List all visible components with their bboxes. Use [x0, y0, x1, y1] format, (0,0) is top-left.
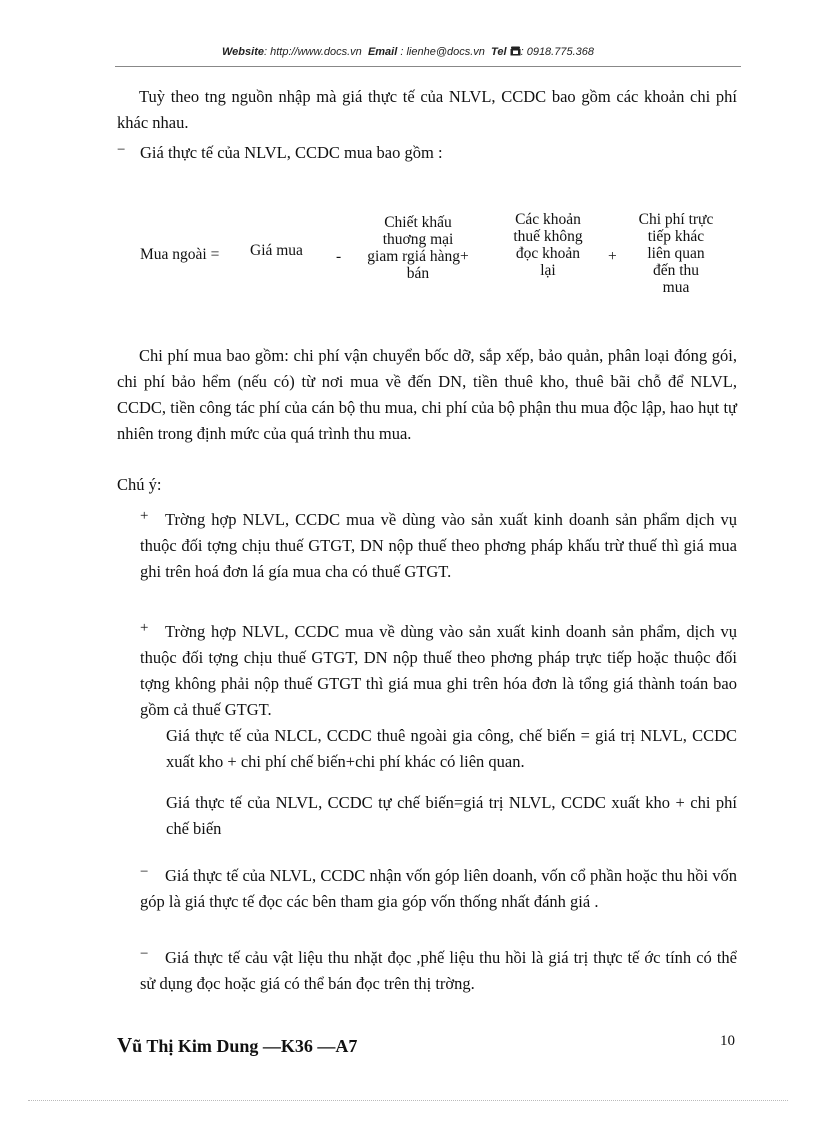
website-label: Website — [222, 46, 264, 58]
bullet-dash: − — [117, 142, 126, 158]
paragraph-5: Trờng hợp NLVL, CCDC mua về dùng vào sản xuất kinh doanh sản phẩm, dịch vụ thuộc đối tợng chịu thuế GTGT, DN nộp thuế theo phơng pháp trực tiếp hoặc thuộc đối tợng không phải nộp thuế GTGT thì giá mua ghi trên hóa đơn là tổng giá thành toán bao gồm cả thuế GTGT. — [140, 622, 737, 719]
formula-chi-phi: Chi phí trực tiếp khác liên quan đến thu mua — [638, 211, 714, 296]
formula-thue-khong: Các khoản thuế không đọc khoản lại — [513, 211, 583, 279]
dash-marker-4: − — [140, 946, 149, 962]
page-header — [0, 46, 816, 59]
formula-chiet-khau: Chiết khấu thuơng mại giam rgiá hàng+ bán — [367, 214, 469, 282]
formula-lhs: Mua ngoài = — [140, 246, 220, 263]
header-rule — [115, 66, 741, 67]
paragraph-4: Trờng hợp NLVL, CCDC mua về dùng vào sản xuất kinh doanh sản phẩm dịch vụ thuộc đối tợng chịu thuế GTGT, DN nộp thuế theo phơng pháp khấu trừ thuế thì giá mua ghi trên hoá đơn lá gía mua cha có thuế GTGT. — [140, 510, 737, 581]
website-value: : http://www.docs.vn — [263, 46, 362, 58]
tel-label: Tel — [491, 46, 507, 58]
formula-plus: + — [608, 248, 617, 265]
paragraph-6: Giá thực tế của NLCL, CCDC thuê ngoài gia công, chế biến = giá trị NLVL, CCDC xuất kho + chi phí chế biến+chi phí khác có liên quan. — [166, 726, 737, 771]
tel-value: : 0918.775.368 — [520, 46, 594, 58]
paragraph-8: Giá thực tế của NLVL, CCDC nhận vốn góp liên doanh, vốn cổ phần hoặc thu hồi vốn góp là giá thực tế đọc các bên tham gia góp vốn thống nhất đánh giá . — [140, 866, 737, 911]
formula-gia-mua: Giá mua — [250, 242, 303, 259]
paragraph-1: Tuỳ theo tng nguồn nhập mà giá thực tế của NLVL, CCDC bao gồm các khoản chi phí khác nhau. — [117, 87, 737, 132]
email-label: Email — [367, 46, 398, 58]
page-number: 10 — [720, 1033, 735, 1049]
paragraph-9: Giá thực tế cảu vật liệu thu nhặt đọc ,phế liệu thu hồi là giá trị thực tế ớc tính có thể sử dụng đọc hoặc giá có thể bán đọc trên thị trờng. — [140, 948, 737, 993]
plus-marker-2: + — [140, 620, 149, 636]
plus-marker-1: + — [140, 508, 149, 524]
formula-minus: - — [336, 248, 342, 265]
author-name: Vũ Thị Kim Dung —K36 —A7 — [117, 1033, 358, 1057]
paragraph-2: Giá thực tế của NLVL, CCDC mua bao gồm : — [140, 143, 443, 162]
email-value: : lienhe@docs.vn — [400, 46, 485, 58]
paragraph-7: Giá thực tế của NLVL, CCDC tự chế biến=giá trị NLVL, CCDC xuất kho + chi phí chế biến — [166, 793, 737, 838]
bottom-dotted-line — [28, 1100, 788, 1101]
paragraph-3: Chi phí mua bao gồm: chi phí vận chuyển bốc dỡ, sắp xếp, bảo quản, phân loại đóng gói, chi phí bảo hểm (nếu có) từ nơi mua về đến DN, tiền thuê kho, thuê bãi chỗ để NLVL, CCDC, tiền công tác phí của cán bộ thu mua, chi phí của bộ phận thu mua độc lập, hao hụt tự nhiên trong định mức của quá trình thu mua. — [117, 346, 737, 443]
dash-marker-3: − — [140, 864, 149, 880]
chu-y-label: Chú ý: — [117, 475, 162, 494]
phone-icon — [510, 46, 521, 59]
